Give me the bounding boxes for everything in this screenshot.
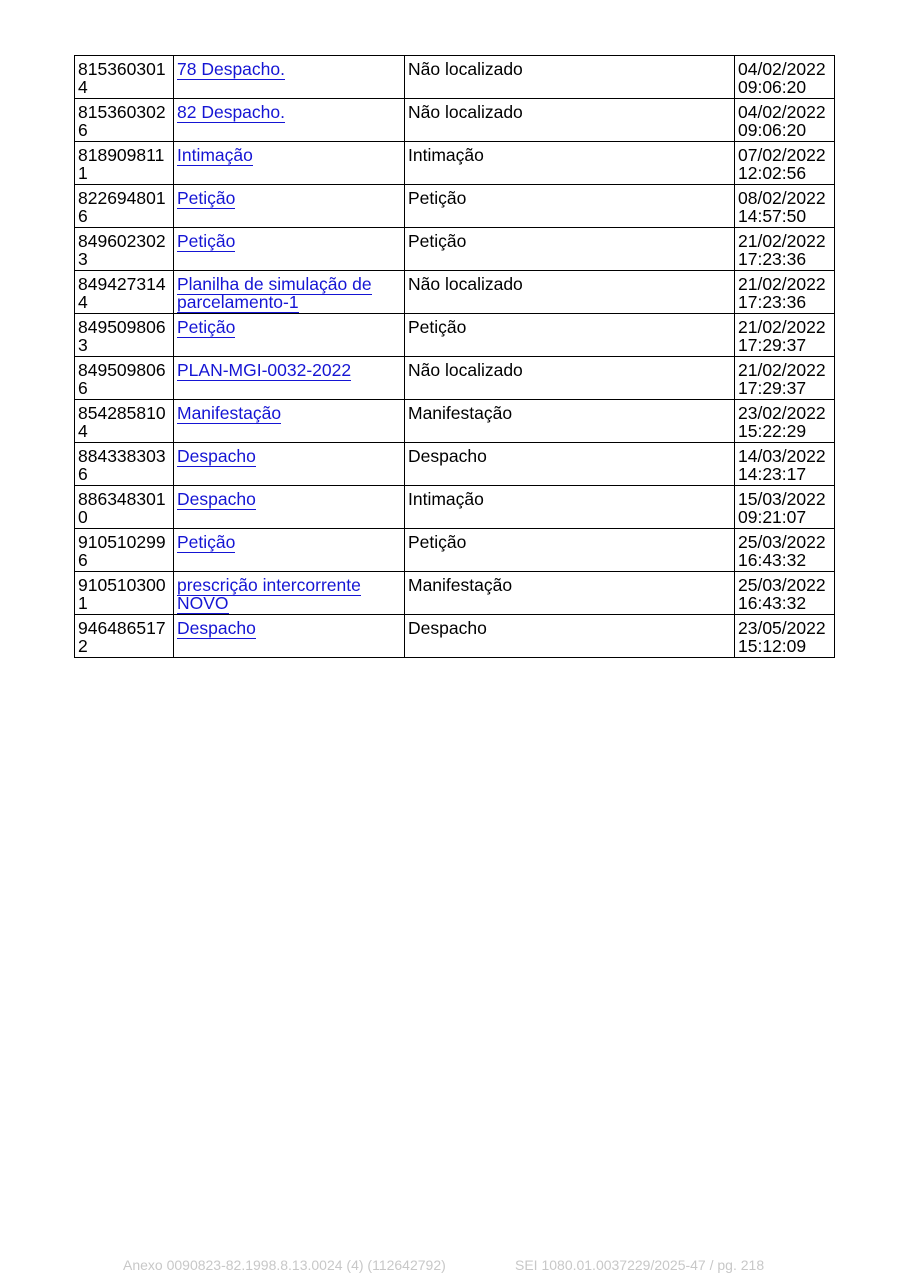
document-link-cell — [174, 357, 405, 400]
document-type-cell: Manifestação — [405, 572, 735, 615]
document-time: 17:29:37 — [738, 377, 807, 398]
table-row — [75, 314, 835, 357]
table-row — [75, 572, 835, 615]
document-link[interactable]: Petição — [177, 317, 236, 337]
document-time: 09:06:20 — [738, 76, 807, 97]
document-link-cell — [174, 314, 405, 357]
documents-table — [74, 55, 835, 658]
document-datetime-cell — [735, 400, 835, 443]
document-id-cell: 8495098063 — [75, 314, 174, 357]
document-time: 17:23:36 — [738, 248, 807, 269]
document-id-cell: 8226948016 — [75, 185, 174, 228]
document-date: 08/02/2022 — [738, 188, 826, 208]
table-row — [75, 529, 835, 572]
document-time: 09:06:20 — [738, 119, 807, 140]
document-date: 07/02/2022 — [738, 145, 826, 165]
document-link[interactable]: Petição — [177, 532, 236, 552]
document-id-cell: 8494273144 — [75, 271, 174, 314]
document-id-cell: 9464865172 — [75, 615, 174, 658]
document-id-cell: 8189098111 — [75, 142, 174, 185]
document-datetime-cell — [735, 228, 835, 271]
table-row — [75, 271, 835, 314]
document-time: 12:02:56 — [738, 162, 807, 183]
document-type-cell: Manifestação — [405, 400, 735, 443]
document-datetime-cell — [735, 615, 835, 658]
table-row — [75, 228, 835, 271]
document-link-cell — [174, 99, 405, 142]
table-row — [75, 56, 835, 99]
document-link-cell — [174, 486, 405, 529]
document-datetime-cell — [735, 572, 835, 615]
document-time: 16:43:32 — [738, 592, 807, 613]
document-time: 15:12:09 — [738, 635, 807, 656]
document-type-cell: Petição — [405, 529, 735, 572]
document-datetime-cell — [735, 357, 835, 400]
table-row — [75, 99, 835, 142]
document-link[interactable]: 82 Despacho. — [177, 102, 285, 122]
document-link-cell — [174, 529, 405, 572]
document-id-cell: 8495098066 — [75, 357, 174, 400]
document-id-cell: 8843383036 — [75, 443, 174, 486]
document-datetime-cell — [735, 486, 835, 529]
document-time: 17:29:37 — [738, 334, 807, 355]
table-row — [75, 142, 835, 185]
document-datetime-cell — [735, 443, 835, 486]
document-link-cell — [174, 185, 405, 228]
document-link[interactable]: Petição — [177, 188, 236, 208]
document-time: 17:23:36 — [738, 291, 807, 312]
document-date: 21/02/2022 — [738, 360, 826, 380]
document-date: 21/02/2022 — [738, 231, 826, 251]
document-type-cell: Petição — [405, 314, 735, 357]
table-row — [75, 357, 835, 400]
document-type-cell: Não localizado — [405, 56, 735, 99]
document-type-cell: Petição — [405, 228, 735, 271]
document-time: 14:23:17 — [738, 463, 807, 484]
document-datetime-cell — [735, 529, 835, 572]
document-link[interactable]: Despacho — [177, 446, 256, 466]
document-id-cell: 8153603014 — [75, 56, 174, 99]
document-link-cell — [174, 271, 405, 314]
document-datetime-cell — [735, 314, 835, 357]
document-link[interactable]: Manifestação — [177, 403, 282, 423]
document-time: 15:22:29 — [738, 420, 807, 441]
document-link-cell — [174, 228, 405, 271]
document-type-cell: Intimação — [405, 142, 735, 185]
document-type-cell: Despacho — [405, 443, 735, 486]
table-row — [75, 185, 835, 228]
document-date: 25/03/2022 — [738, 532, 826, 552]
document-datetime-cell — [735, 185, 835, 228]
document-datetime-cell — [735, 271, 835, 314]
document-link[interactable]: prescrição intercorrente NOVO — [177, 575, 361, 613]
document-link-cell — [174, 572, 405, 615]
document-date: 25/03/2022 — [738, 575, 826, 595]
documents-table-body — [75, 56, 835, 658]
document-datetime-cell — [735, 142, 835, 185]
document-type-cell: Não localizado — [405, 99, 735, 142]
document-link[interactable]: 78 Despacho. — [177, 59, 285, 79]
document-type-cell: Não localizado — [405, 271, 735, 314]
document-link-cell — [174, 142, 405, 185]
document-datetime-cell — [735, 99, 835, 142]
document-link[interactable]: Despacho — [177, 489, 256, 509]
document-id-cell: 9105103001 — [75, 572, 174, 615]
document-date: 21/02/2022 — [738, 317, 826, 337]
table-row — [75, 486, 835, 529]
document-datetime-cell — [735, 56, 835, 99]
document-link-cell — [174, 443, 405, 486]
document-date: 23/05/2022 — [738, 618, 826, 638]
document-time: 16:43:32 — [738, 549, 807, 570]
document-id-cell: 8542858104 — [75, 400, 174, 443]
document-link[interactable]: Planilha de simulação de parcelamento-1 — [177, 274, 372, 312]
document-id-cell: 8863483010 — [75, 486, 174, 529]
document-type-cell: Petição — [405, 185, 735, 228]
table-row — [75, 400, 835, 443]
document-id-cell: 8153603026 — [75, 99, 174, 142]
document-time: 09:21:07 — [738, 506, 807, 527]
document-date: 15/03/2022 — [738, 489, 826, 509]
document-link[interactable]: Intimação — [177, 145, 253, 165]
document-date: 04/02/2022 — [738, 59, 826, 79]
document-link[interactable]: Petição — [177, 231, 236, 251]
document-time: 14:57:50 — [738, 205, 807, 226]
document-type-cell: Não localizado — [405, 357, 735, 400]
document-link[interactable]: Despacho — [177, 618, 256, 638]
document-link-cell — [174, 56, 405, 99]
document-id-cell: 8496023023 — [75, 228, 174, 271]
document-type-cell: Despacho — [405, 615, 735, 658]
document-id-cell: 9105102996 — [75, 529, 174, 572]
document-date: 14/03/2022 — [738, 446, 826, 466]
document-date: 23/02/2022 — [738, 403, 826, 423]
footer-annex-reference: Anexo 0090823-82.1998.8.13.0024 (4) (112642792) — [123, 1257, 446, 1273]
document-date: 21/02/2022 — [738, 274, 826, 294]
document-date: 04/02/2022 — [738, 102, 826, 122]
document-type-cell: Intimação — [405, 486, 735, 529]
table-row — [75, 615, 835, 658]
footer-sei-reference: SEI 1080.01.0037229/2025-47 / pg. 218 — [515, 1257, 765, 1273]
document-link[interactable]: PLAN-MGI-0032-2022 — [177, 360, 352, 380]
table-row — [75, 443, 835, 486]
document-link-cell — [174, 615, 405, 658]
document-link-cell — [174, 400, 405, 443]
